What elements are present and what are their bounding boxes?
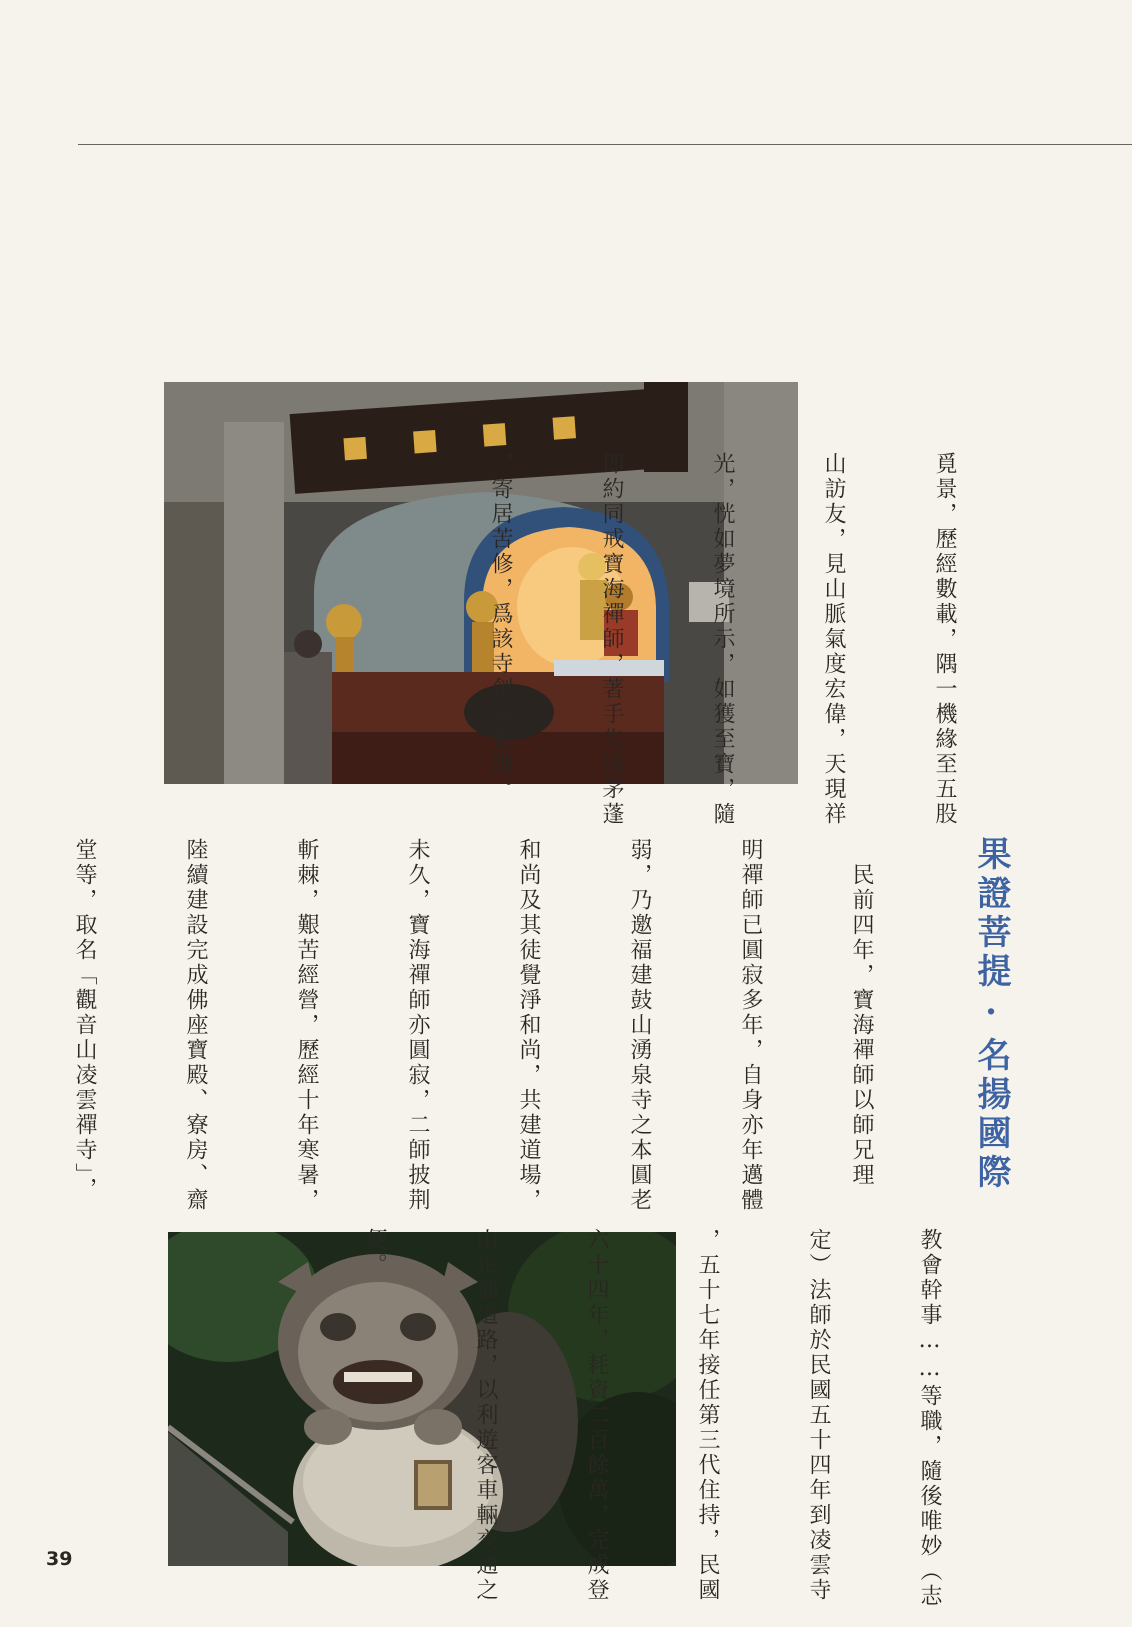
text-line: 明禪師已圓寂多年，自身亦年邁體: [738, 838, 763, 1213]
text-line: 六十四年，耗資二百餘萬，完成登: [584, 1228, 609, 1603]
intro-text-block: [445, 452, 1037, 827]
text-line: 定）法師於民國五十四年到凌雲寺: [806, 1228, 831, 1603]
text-line: 斬棘，艱苦經營，歷經十年寒暑，: [294, 838, 319, 1213]
text-line: 弱，乃邀福建鼓山湧泉寺之本圓老: [627, 838, 652, 1213]
text-line: 和尚及其徒覺淨和尚，共建道場，: [516, 838, 541, 1213]
history-text-block: [0, 838, 954, 1213]
header-rule: [78, 144, 1132, 145]
text-line: ，五十七年接任第三代住持，民國: [695, 1228, 720, 1603]
text-line: 山訪友，見山脈氣度宏偉，天現祥: [821, 452, 846, 827]
text-line: 民前四年，寶海禪師以師兄理: [849, 838, 874, 1188]
text-line: 覓景，歷經數載，隅一機緣至五股: [932, 452, 957, 827]
section-heading: 果證菩提·名揚國際: [971, 836, 1011, 1193]
text-line: ，寄居苦修，爲該寺創基祖師。: [488, 452, 513, 802]
text-line: 陸續建設完成佛座寶殿、寮房、齋: [183, 838, 208, 1213]
text-line: 便。: [362, 1228, 387, 1278]
text-line: 教會幹事……等職，隨後唯妙（志: [917, 1228, 942, 1609]
text-line: 未久，寶海禪師亦圓寂，二師披荆: [405, 838, 430, 1213]
text-line: 光，恍如夢境所示，如獲至寶，隨: [710, 452, 735, 827]
text-line: 堂等，取名「觀音山凌雲禪寺」，: [72, 838, 97, 1202]
text-line: 山柏油道路，以利遊客車輛交通之: [473, 1228, 498, 1603]
page-number: 39: [46, 1548, 73, 1570]
text-line: 即約同戒寶海禪師，著手先搭茅蓬: [599, 452, 624, 827]
continuation-text-block: [319, 1228, 1022, 1609]
